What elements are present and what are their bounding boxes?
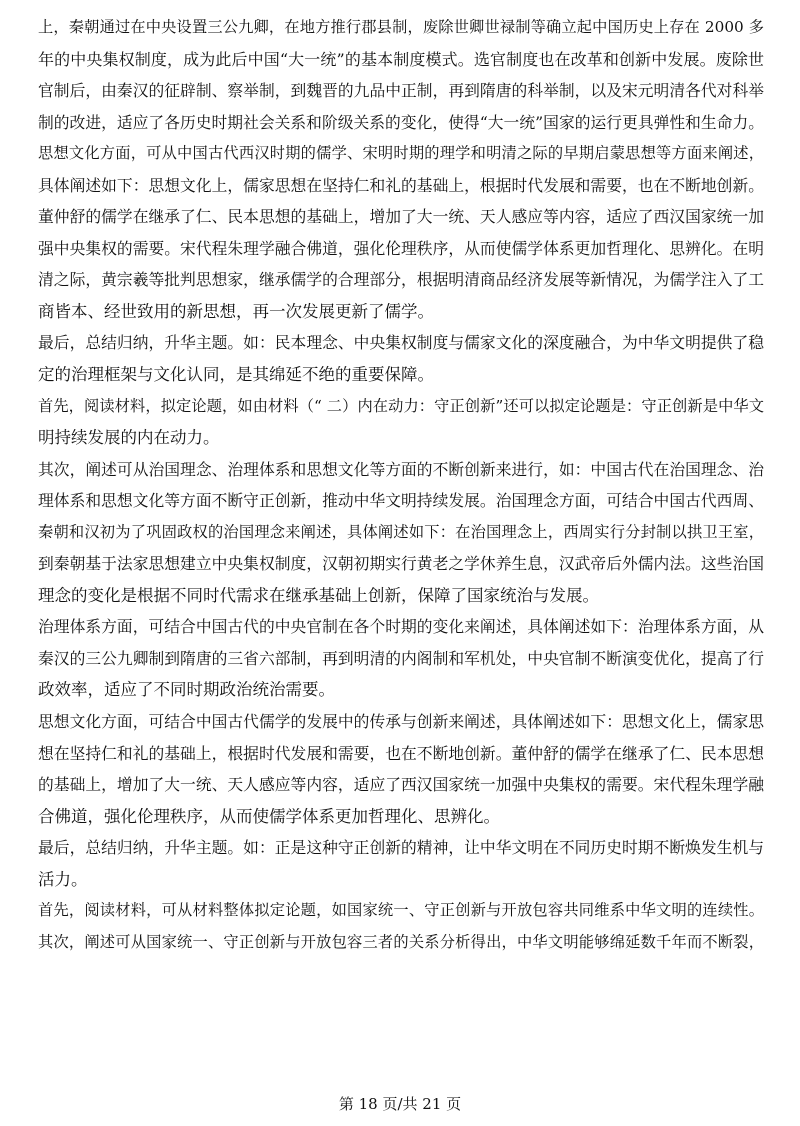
- text-line: 年的中央集权制度，成为此后中国“大一统”的基本制度模式。选官制度也在改革和创新中发展。废除世: [38, 49, 764, 69]
- text-line: 强中央集权的需要。宋代程朱理学融合佛道，强化伦理秩序，从而使儒学体系更加哲理化、思辨化。在明: [38, 238, 764, 258]
- text-line: 思想文化方面，可结合中国古代儒学的发展中的传承与创新来阐述，具体阐述如下：思想文化上，儒家思: [38, 712, 764, 732]
- page-number-footer: 第 18 页/共 21 页: [338, 1095, 462, 1113]
- text-line: 首先，阅读材料，可从材料整体拟定论题，如国家统一、守正创新与开放包容共同维系中华文明的连续性。: [38, 901, 764, 920]
- text-line: 理体系和思想文化等方面不断守正创新，推动中华文明持续发展。治国理念方面，可结合中国古代西周、: [38, 491, 764, 511]
- text-line: 商皆本、经世致用的新思想，再一次发展更新了儒学。: [38, 301, 434, 321]
- text-line: 治理体系方面，可结合中国古代的中央官制在各个时期的变化来阐述，具体阐述如下：治理体系方面，从: [38, 617, 764, 637]
- text-line: 思想文化方面，可从中国古代西汉时期的儒学、宋明时期的理学和明清之际的早期启蒙思想等方面来阐述，: [38, 144, 764, 163]
- text-line: 定的治理框架与文化认同，是其绵延不绝的重要保障。: [38, 365, 434, 385]
- text-line: 清之际，黄宗羲等批判思想家，继承儒学的合理部分，根据明清商品经济发展等新情况，为儒学注入了工: [38, 270, 764, 290]
- text-line: 秦朝和汉初为了巩固政权的治国理念来阐述，具体阐述如下：在治国理念上，西周实行分封制以拱卫王室，: [38, 522, 764, 541]
- text-line: 理念的变化是根据不同时代需求在继承基础上创新，保障了国家统治与发展。: [38, 585, 599, 605]
- text-line: 其次，阐述可从国家统一、守正创新与开放包容三者的关系分析得出，中华文明能够绵延数千年而不断裂，: [38, 932, 764, 951]
- text-line: 秦汉的三公九卿制到隋唐的三省六部制，再到明清的内阁制和军机处，中央官制不断演变优化，提高了行: [38, 648, 764, 668]
- text-line: 活力。: [38, 869, 88, 889]
- text-line: 董仲舒的儒学在继承了仁、民本思想的基础上，增加了大一统、天人感应等内容，适应了西汉国家统一加: [38, 207, 764, 227]
- text-line: 具体阐述如下：思想文化上，儒家思想在坚持仁和礼的基础上，根据时代发展和需要，也在不断地创新。: [38, 175, 764, 195]
- text-line: 明持续发展的内在动力。: [38, 428, 220, 448]
- text-line: 的基础上，增加了大一统、天人感应等内容，适应了西汉国家统一加强中央集权的需要。宋代程朱理学融: [38, 775, 764, 795]
- text-line: 其次，阐述可从治国理念、治理体系和思想文化等方面的不断创新来进行，如：中国古代在治国理念、治: [38, 459, 764, 479]
- document-page: [38, 12, 764, 958]
- text-line: 首先，阅读材料，拟定论题，如由材料（“ 二）内在动力：守正创新”还可以拟定论题是：守正创新是中华文: [38, 396, 764, 415]
- text-line: 官制后，由秦汉的征辟制、察举制，到魏晋的九品中正制，再到隋唐的科举制，以及宋元明清各代对科举: [38, 81, 764, 101]
- text-line: 到秦朝基于法家思想建立中央集权制度，汉朝初期实行黄老之学休养生息，汉武帝后外儒内法。这些治国: [38, 554, 764, 574]
- text-line: 最后，总结归纳，升华主题。如：民本理念、中央集权制度与儒家文化的深度融合，为中华文明提供了稳: [38, 333, 764, 353]
- text-line: 上，秦朝通过在中央设置三公九卿，在地方推行郡县制，废除世卿世禄制等确立起中国历史上存在 2000 多: [38, 18, 764, 36]
- text-line: 合佛道，强化伦理秩序，从而使儒学体系更加哲理化、思辨化。: [38, 806, 500, 826]
- text-line: 制的改进，适应了各历史时期社会关系和阶级关系的变化，使得“大一统”国家的运行更具弹性和生命力。: [38, 112, 764, 132]
- text-line: 政效率，适应了不同时期政治统治需要。: [38, 680, 335, 700]
- text-line: 想在坚持仁和礼的基础上，根据时代发展和需要，也在不断地创新。董仲舒的儒学在继承了仁、民本思想: [38, 743, 764, 763]
- text-line: 最后，总结归纳，升华主题。如：正是这种守正创新的精神，让中华文明在不同历史时期不断焕发生机与: [38, 838, 764, 858]
